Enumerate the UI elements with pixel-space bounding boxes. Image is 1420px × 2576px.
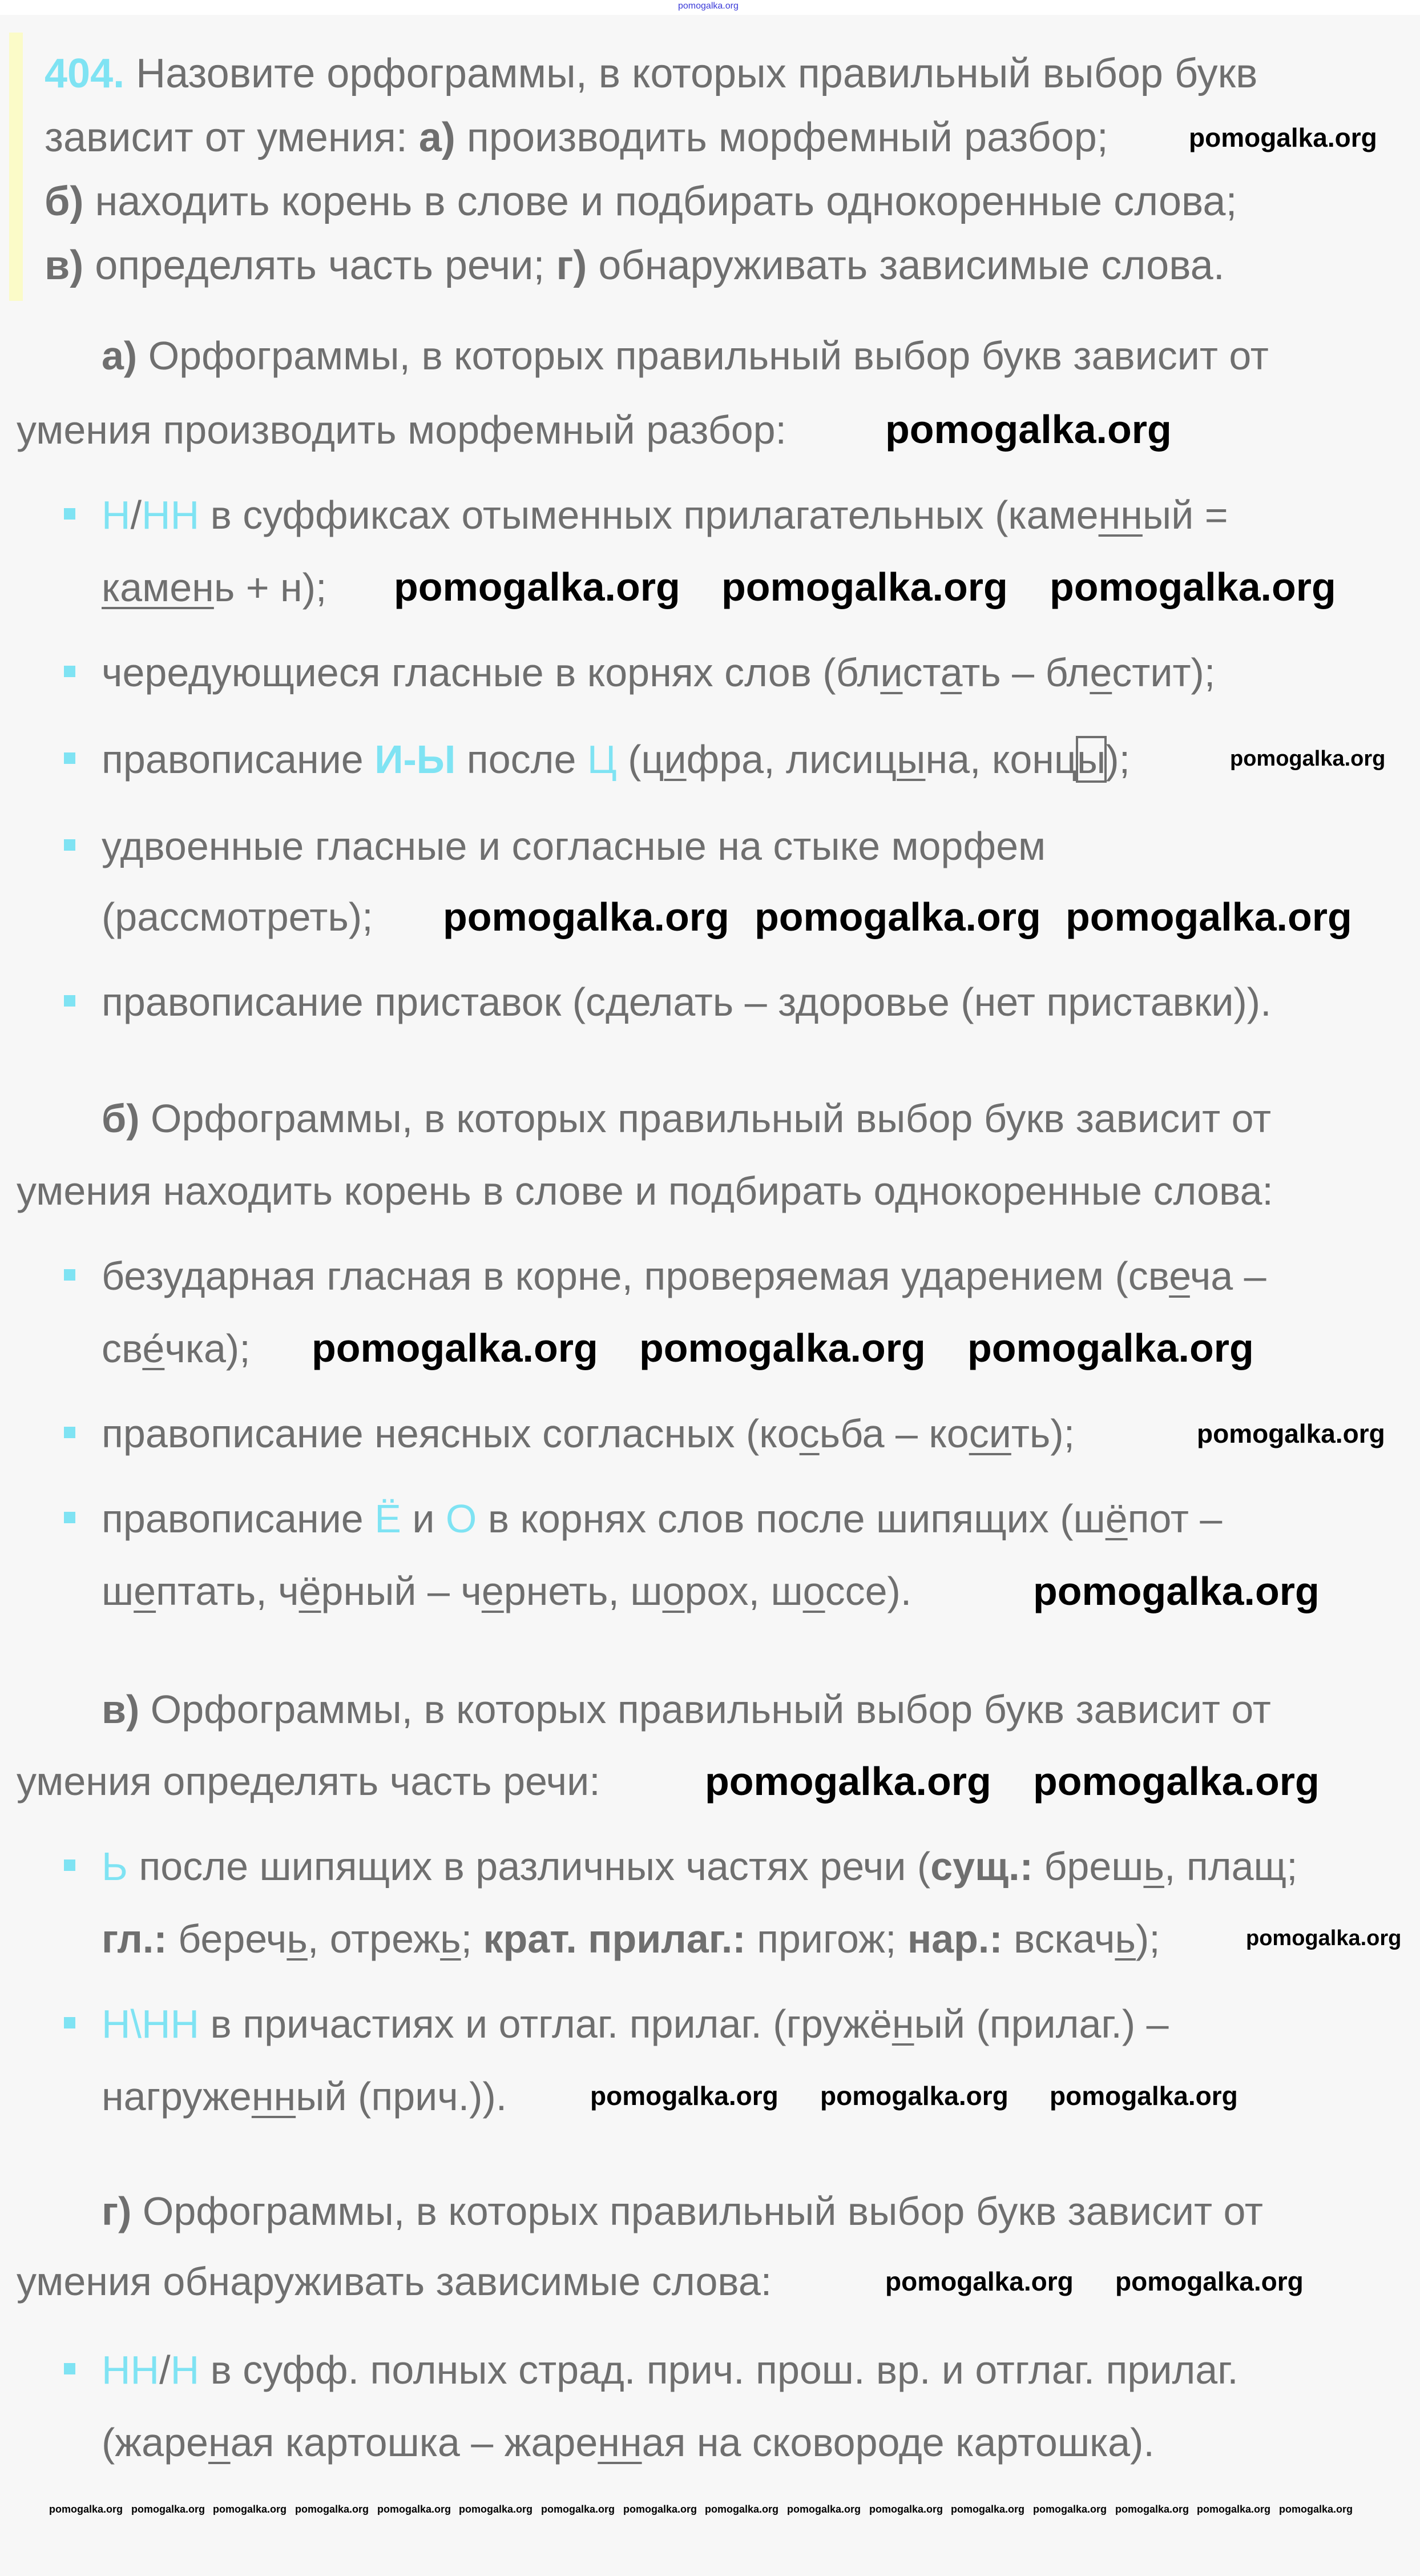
list-item-line [102,1995,1169,2052]
text-segment: ьба – ко [819,1411,969,1456]
text-segment: о [802,1569,825,1613]
list-item-line [102,973,1272,1031]
bullet-icon [64,2017,75,2028]
text-segment: (ц [616,737,664,782]
watermark-text: pomogalka.org [443,895,729,939]
text-segment: определять часть речи; [83,243,556,288]
text-segment: в) [45,243,84,288]
text-segment: св [102,1326,143,1371]
watermark-text: pomogalka.org [131,2503,205,2515]
watermark-text: pomogalka.org [820,2081,1008,2111]
watermark-text: pomogalka.org [1246,1926,1402,1950]
watermark-text: pomogalka.org [1033,1759,1320,1804]
text-segment: рнеть, ш [503,1569,663,1613]
text-segment: ь [1143,1844,1164,1889]
text-segment: ый (прилаг.) – [914,2002,1169,2046]
text-segment: а [940,650,962,695]
text-segment: н [891,2002,914,2046]
text-segment: ы [897,737,926,782]
text-segment: е [481,1569,504,1613]
watermark-text: pomogalka.org [787,2503,861,2515]
task-line [45,173,1237,230]
text-segment: О [445,1496,477,1541]
watermark-text: pomogalka.org [394,565,680,609]
text-segment: правописание [102,1496,375,1541]
task-line [45,109,1108,166]
list-item-line [102,1910,1160,1967]
watermark-text: pomogalka.org [459,2503,533,2515]
list-item-line [102,559,326,616]
watermark-text: pomogalka.org [1050,565,1336,609]
text-segment: после [455,737,587,782]
watermark-text: pomogalka.org [705,2503,779,2515]
watermark-text: pomogalka.org [885,2267,1074,2296]
watermark-text: pomogalka.org [541,2503,615,2515]
bullet-icon [64,666,75,677]
text-segment: удвоенные гласные и согласные на стыке морфем [102,824,1046,868]
list-item-line [102,1247,1266,1305]
text-segment: птать, ч [156,1569,299,1613]
text-segment: н [208,2420,231,2465]
text-segment: е [134,1569,156,1613]
text-segment: безударная гласная в корне, проверяемая ударением (св [102,1254,1169,1298]
text-segment: / [159,2348,171,2392]
section-header-line [102,1681,1271,1738]
text-segment: НН [142,493,200,537]
text-segment: в суфф. полных страд. прич. прош. вр. и отглаг. прилаг. [199,2348,1239,2392]
bullet-icon [64,508,75,520]
watermark-text: pomogalka.org [1066,895,1352,939]
text-segment: производить морфемный разбор; [455,115,1108,160]
watermark-text: pomogalka.org [1033,1569,1320,1613]
watermark-text: pomogalka.org [1279,2503,1353,2515]
watermark-text: pomogalka.org [590,2081,778,2111]
text-segment: чередующиеся гласные в корнях слов (бл [102,650,881,695]
text-segment: ь [1115,1917,1136,1961]
list-item-line [102,1320,251,1377]
section-header-line [17,401,786,458]
text-segment: правописание приставок (сделать – здоровье (нет приставки)). [102,980,1272,1024]
text-segment: б) [102,1096,140,1141]
text-segment: б) [45,179,84,224]
text-segment: Н\НН [102,2002,200,2046]
watermark-text: pomogalka.org [1033,2503,1107,2515]
watermark-text: pomogalka.org [1197,2503,1271,2515]
text-segment: после шипящих в различных частях речи ( [127,1844,931,1889]
text-segment: и [880,650,903,695]
text-segment: на, конц [925,737,1078,782]
text-segment: / [130,493,142,537]
text-segment: рный – ч [321,1569,482,1613]
text-segment: Ё [374,1496,401,1541]
task-line [45,237,1225,294]
bullet-icon [64,995,75,1007]
text-segment: сущ.: [930,1844,1033,1889]
section-header-line [17,1753,600,1810]
text-segment: нагруже [102,2074,252,2119]
watermark-text: pomogalka.org [721,565,1008,609]
task-highlight-bar [9,33,23,301]
text-segment: (рассмотреть); [102,895,373,939]
watermark-text: pomogalka.org [312,1326,598,1370]
bullet-icon [64,2363,75,2374]
text-segment: а) [418,115,455,160]
text-segment: Орфограммы, в которых правильный выбор букв зависит от [137,333,1269,378]
text-segment: НН [102,2348,160,2392]
text-segment: ь [440,1917,461,1961]
text-segment: г) [102,2189,132,2233]
text-segment: Н [170,2348,200,2392]
watermark-text: pomogalka.org [967,1326,1254,1370]
text-segment: вскач [1002,1917,1115,1961]
list-item-line [102,1563,911,1620]
watermark-text: pomogalka.org [49,2503,123,2515]
watermark-text: pomogalka.org [1197,1419,1385,1448]
bullet-icon [64,1859,75,1871]
bullet-icon [64,839,75,851]
list-item-line [102,731,1130,788]
text-segment: умения производить морфемный разбор: [17,408,787,452]
watermark-text: pomogalka.org [885,407,1172,452]
list-item-line [102,1490,1222,1547]
list-item-line [102,2068,507,2125]
watermark-text: pomogalka.org [213,2503,287,2515]
text-segment: с [799,1411,820,1456]
text-segment: рох, ш [684,1569,803,1613]
text-segment: нар.: [907,1917,1003,1961]
text-segment: Орфограммы, в которых правильный выбор букв зависит от [139,1096,1272,1141]
watermark-text: pomogalka.org [1050,2081,1238,2111]
section-header-line [102,2183,1263,2240]
text-segment: , отреж [307,1917,441,1961]
bullet-icon [64,1512,75,1523]
text-segment: 404. [45,51,136,96]
text-segment: Орфограммы, в которых правильный выбор букв зависит от [131,2189,1263,2233]
list-item-line [102,1838,1298,1895]
text-segment: ); [1106,737,1131,782]
text-segment: (жаре [102,2420,208,2465]
text-segment: пот – [1127,1496,1223,1541]
text-segment: зависит от умения: [45,115,419,160]
watermark-text: pomogalka.org [755,895,1041,939]
text-segment: Ц [587,737,617,782]
text-segment: е [1090,650,1112,695]
bullet-icon [64,752,75,764]
text-segment: ); [1135,1917,1160,1961]
text-segment: ё [298,1569,321,1613]
text-segment: камен [102,565,214,610]
text-segment: умения определять часть речи: [17,1759,600,1804]
text-segment: в причастиях и отглаг. прилаг. (гружё [199,2002,892,2046]
text-segment: ча – [1189,1254,1266,1298]
list-item-line [102,818,1046,875]
list-item-line [102,1405,1075,1462]
text-segment: Н [102,493,131,537]
text-segment: в корнях слов после шипящих (ш [477,1496,1106,1541]
text-segment: а) [102,333,138,378]
site-link[interactable]: pomogalka.org [678,1,739,11]
text-segment: ; [461,1917,483,1961]
text-segment: Назовите орфограммы, в которых правильный выбор букв [136,51,1258,96]
text-segment: ы [1077,737,1106,782]
list-item-line [102,486,1228,544]
text-segment: си [969,1411,1011,1456]
watermark-text: pomogalka.org [1115,2503,1189,2515]
list-item-line [102,888,373,945]
text-segment: , плащ; [1164,1844,1298,1889]
list-item-line [102,644,1215,701]
text-segment: гл.: [102,1917,167,1961]
text-segment: ё [1105,1496,1128,1541]
watermark-text: pomogalka.org [869,2503,943,2515]
watermark-text: pomogalka.org [1230,747,1386,771]
section-header-line [102,1090,1271,1147]
text-segment: в) [102,1687,140,1732]
text-segment: И-Ы [374,737,456,782]
text-segment: ш [102,1569,134,1613]
text-segment: о [662,1569,685,1613]
text-segment: умения находить корень в слове и подбирать однокоренные слова: [17,1169,1273,1213]
text-segment: ь [287,1917,308,1961]
text-segment: правописание [102,737,375,782]
bullet-icon [64,1427,75,1438]
watermark-text: pomogalka.org [295,2503,369,2515]
text-segment: стит); [1112,650,1216,695]
section-header-line [102,327,1269,384]
text-segment: нн [598,2420,642,2465]
text-segment: ая картошка – жаре [230,2420,598,2465]
text-segment: ть – бл [962,650,1090,695]
bullet-icon [64,1269,75,1281]
list-item-line [102,2341,1239,2398]
text-segment: пригож; [745,1917,907,1961]
text-segment: в суффиксах отыменных прилагательных (каме [199,493,1099,537]
watermark-text: pomogalka.org [623,2503,697,2515]
text-segment: ый = [1142,493,1228,537]
text-segment: обнаруживать зависимые слова. [587,243,1225,288]
watermark-text: pomogalka.org [1115,2267,1304,2296]
text-segment: ый (прич.)). [296,2074,507,2119]
text-segment: г) [556,243,587,288]
text-segment: Ь [102,1844,128,1889]
text-segment: нн [251,2074,296,2119]
text-segment: ть); [1011,1411,1075,1456]
task-line [45,45,1257,102]
text-segment: ссе). [825,1569,912,1613]
text-segment: ст [902,650,941,695]
watermark-text: pomogalka.org [377,2503,451,2515]
section-header-line [17,2253,772,2310]
text-segment: береч [167,1917,287,1961]
watermark-text: pomogalka.org [705,1759,991,1804]
text-segment: умения обнаруживать зависимые слова: [17,2259,772,2304]
section-header-line [17,1162,1273,1219]
text-segment: ая на сковороде картошка). [642,2420,1155,2465]
text-segment: правописание неясных согласных (ко [102,1411,800,1456]
text-segment: и [401,1496,446,1541]
text-segment: и [664,737,687,782]
text-segment: фра, лисиц [686,737,897,782]
top-bar [0,0,1420,15]
text-segment: ь + н); [213,565,327,610]
text-segment: Орфограммы, в которых правильный выбор букв зависит от [139,1687,1271,1732]
watermark-text: pomogalka.org [1189,123,1377,152]
text-segment: е́ [142,1326,165,1371]
text-segment: бреш [1032,1844,1144,1889]
text-segment: нн [1098,493,1143,537]
text-segment: крат. прилаг.: [483,1917,746,1961]
list-item-line [102,2414,1155,2471]
text-segment: чка); [164,1326,251,1371]
watermark-text: pomogalka.org [951,2503,1025,2515]
text-segment: е [1169,1254,1190,1298]
text-segment: находить корень в слове и подбирать однокоренные слова; [83,179,1237,224]
watermark-text: pomogalka.org [639,1326,926,1370]
